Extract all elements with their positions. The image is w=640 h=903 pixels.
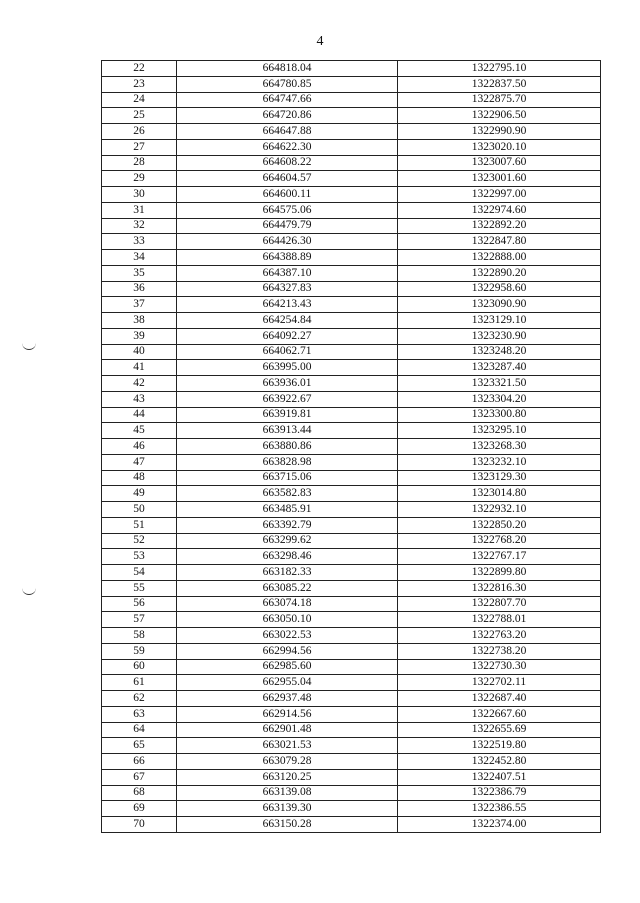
y-coordinate-cell: 1322837.50 bbox=[398, 76, 601, 92]
x-coordinate-cell: 664604.57 bbox=[177, 171, 398, 187]
table-row bbox=[102, 722, 601, 738]
x-coordinate-cell: 663079.28 bbox=[177, 754, 398, 770]
x-coordinate-cell: 664600.11 bbox=[177, 187, 398, 203]
x-coordinate-cell: 663298.46 bbox=[177, 549, 398, 565]
y-coordinate-cell: 1323321.50 bbox=[398, 376, 601, 392]
table-row bbox=[102, 187, 601, 203]
table-row bbox=[102, 297, 601, 313]
x-coordinate-cell: 662914.56 bbox=[177, 706, 398, 722]
y-coordinate-cell: 1322519.80 bbox=[398, 738, 601, 754]
y-coordinate-cell: 1322767.17 bbox=[398, 549, 601, 565]
table-row bbox=[102, 281, 601, 297]
y-coordinate-cell: 1323300.80 bbox=[398, 407, 601, 423]
y-coordinate-cell: 1322888.00 bbox=[398, 250, 601, 266]
x-coordinate-cell: 663392.79 bbox=[177, 517, 398, 533]
y-coordinate-cell: 1323304.20 bbox=[398, 391, 601, 407]
point-number-cell: 36 bbox=[102, 281, 177, 297]
coordinates-table bbox=[101, 60, 601, 833]
x-coordinate-cell: 663485.91 bbox=[177, 502, 398, 518]
point-number-cell: 38 bbox=[102, 313, 177, 329]
y-coordinate-cell: 1323230.90 bbox=[398, 328, 601, 344]
table-row bbox=[102, 533, 601, 549]
y-coordinate-cell: 1322906.50 bbox=[398, 108, 601, 124]
point-number-cell: 43 bbox=[102, 391, 177, 407]
x-coordinate-cell: 664622.30 bbox=[177, 139, 398, 155]
table-row bbox=[102, 328, 601, 344]
x-coordinate-cell: 664818.04 bbox=[177, 61, 398, 77]
point-number-cell: 39 bbox=[102, 328, 177, 344]
point-number-cell: 45 bbox=[102, 423, 177, 439]
point-number-cell: 58 bbox=[102, 628, 177, 644]
coordinates-table-body bbox=[102, 61, 601, 833]
table-row bbox=[102, 612, 601, 628]
y-coordinate-cell: 1322788.01 bbox=[398, 612, 601, 628]
table-row bbox=[102, 92, 601, 108]
point-number-cell: 25 bbox=[102, 108, 177, 124]
table-row bbox=[102, 360, 601, 376]
y-coordinate-cell: 1322667.60 bbox=[398, 706, 601, 722]
point-number-cell: 42 bbox=[102, 376, 177, 392]
x-coordinate-cell: 664327.83 bbox=[177, 281, 398, 297]
x-coordinate-cell: 664062.71 bbox=[177, 344, 398, 360]
y-coordinate-cell: 1322763.20 bbox=[398, 628, 601, 644]
table-row bbox=[102, 628, 601, 644]
table-row bbox=[102, 407, 601, 423]
point-number-cell: 59 bbox=[102, 643, 177, 659]
table-row bbox=[102, 738, 601, 754]
point-number-cell: 46 bbox=[102, 439, 177, 455]
point-number-cell: 22 bbox=[102, 61, 177, 77]
x-coordinate-cell: 664092.27 bbox=[177, 328, 398, 344]
table-row bbox=[102, 502, 601, 518]
point-number-cell: 31 bbox=[102, 202, 177, 218]
point-number-cell: 55 bbox=[102, 580, 177, 596]
table-row bbox=[102, 265, 601, 281]
y-coordinate-cell: 1323014.80 bbox=[398, 486, 601, 502]
point-number-cell: 62 bbox=[102, 691, 177, 707]
y-coordinate-cell: 1323129.10 bbox=[398, 313, 601, 329]
x-coordinate-cell: 662901.48 bbox=[177, 722, 398, 738]
y-coordinate-cell: 1323001.60 bbox=[398, 171, 601, 187]
x-coordinate-cell: 664426.30 bbox=[177, 234, 398, 250]
y-coordinate-cell: 1322958.60 bbox=[398, 281, 601, 297]
table-row bbox=[102, 124, 601, 140]
x-coordinate-cell: 663828.98 bbox=[177, 454, 398, 470]
y-coordinate-cell: 1323232.10 bbox=[398, 454, 601, 470]
point-number-cell: 40 bbox=[102, 344, 177, 360]
point-number-cell: 44 bbox=[102, 407, 177, 423]
table-row bbox=[102, 139, 601, 155]
x-coordinate-cell: 663715.06 bbox=[177, 470, 398, 486]
point-number-cell: 35 bbox=[102, 265, 177, 281]
point-number-cell: 53 bbox=[102, 549, 177, 565]
y-coordinate-cell: 1322655.69 bbox=[398, 722, 601, 738]
y-coordinate-cell: 1322892.20 bbox=[398, 218, 601, 234]
table-row bbox=[102, 706, 601, 722]
point-number-cell: 32 bbox=[102, 218, 177, 234]
x-coordinate-cell: 663139.08 bbox=[177, 785, 398, 801]
table-row bbox=[102, 801, 601, 817]
x-coordinate-cell: 663995.00 bbox=[177, 360, 398, 376]
table-row bbox=[102, 643, 601, 659]
point-number-cell: 50 bbox=[102, 502, 177, 518]
point-number-cell: 33 bbox=[102, 234, 177, 250]
x-coordinate-cell: 662994.56 bbox=[177, 643, 398, 659]
table-row bbox=[102, 785, 601, 801]
y-coordinate-cell: 1323007.60 bbox=[398, 155, 601, 171]
point-number-cell: 61 bbox=[102, 675, 177, 691]
table-row bbox=[102, 470, 601, 486]
x-coordinate-cell: 664575.06 bbox=[177, 202, 398, 218]
table-row bbox=[102, 61, 601, 77]
table-row bbox=[102, 313, 601, 329]
point-number-cell: 23 bbox=[102, 76, 177, 92]
point-number-cell: 29 bbox=[102, 171, 177, 187]
y-coordinate-cell: 1322687.40 bbox=[398, 691, 601, 707]
x-coordinate-cell: 664254.84 bbox=[177, 313, 398, 329]
table-row bbox=[102, 344, 601, 360]
point-number-cell: 52 bbox=[102, 533, 177, 549]
table-row bbox=[102, 549, 601, 565]
point-number-cell: 65 bbox=[102, 738, 177, 754]
y-coordinate-cell: 1322847.80 bbox=[398, 234, 601, 250]
x-coordinate-cell: 663050.10 bbox=[177, 612, 398, 628]
x-coordinate-cell: 663582.83 bbox=[177, 486, 398, 502]
x-coordinate-cell: 663182.33 bbox=[177, 565, 398, 581]
point-number-cell: 68 bbox=[102, 785, 177, 801]
x-coordinate-cell: 664747.66 bbox=[177, 92, 398, 108]
y-coordinate-cell: 1322407.51 bbox=[398, 769, 601, 785]
x-coordinate-cell: 663922.67 bbox=[177, 391, 398, 407]
y-coordinate-cell: 1323248.20 bbox=[398, 344, 601, 360]
point-number-cell: 49 bbox=[102, 486, 177, 502]
point-number-cell: 37 bbox=[102, 297, 177, 313]
x-coordinate-cell: 663139.30 bbox=[177, 801, 398, 817]
y-coordinate-cell: 1323090.90 bbox=[398, 297, 601, 313]
y-coordinate-cell: 1322702.11 bbox=[398, 675, 601, 691]
x-coordinate-cell: 662937.48 bbox=[177, 691, 398, 707]
point-number-cell: 63 bbox=[102, 706, 177, 722]
margin-mark bbox=[22, 343, 36, 350]
table-row bbox=[102, 769, 601, 785]
point-number-cell: 26 bbox=[102, 124, 177, 140]
point-number-cell: 48 bbox=[102, 470, 177, 486]
y-coordinate-cell: 1322875.70 bbox=[398, 92, 601, 108]
x-coordinate-cell: 662955.04 bbox=[177, 675, 398, 691]
y-coordinate-cell: 1322850.20 bbox=[398, 517, 601, 533]
y-coordinate-cell: 1323129.30 bbox=[398, 470, 601, 486]
y-coordinate-cell: 1322997.00 bbox=[398, 187, 601, 203]
x-coordinate-cell: 663936.01 bbox=[177, 376, 398, 392]
x-coordinate-cell: 663074.18 bbox=[177, 596, 398, 612]
x-coordinate-cell: 663022.53 bbox=[177, 628, 398, 644]
table-row bbox=[102, 691, 601, 707]
table-row bbox=[102, 596, 601, 612]
point-number-cell: 51 bbox=[102, 517, 177, 533]
table-row bbox=[102, 517, 601, 533]
point-number-cell: 70 bbox=[102, 817, 177, 833]
y-coordinate-cell: 1323295.10 bbox=[398, 423, 601, 439]
y-coordinate-cell: 1322738.20 bbox=[398, 643, 601, 659]
table-row bbox=[102, 391, 601, 407]
y-coordinate-cell: 1322452.80 bbox=[398, 754, 601, 770]
y-coordinate-cell: 1322386.55 bbox=[398, 801, 601, 817]
y-coordinate-cell: 1322899.80 bbox=[398, 565, 601, 581]
x-coordinate-cell: 664780.85 bbox=[177, 76, 398, 92]
x-coordinate-cell: 663299.62 bbox=[177, 533, 398, 549]
point-number-cell: 54 bbox=[102, 565, 177, 581]
x-coordinate-cell: 663150.28 bbox=[177, 817, 398, 833]
y-coordinate-cell: 1323287.40 bbox=[398, 360, 601, 376]
x-coordinate-cell: 663919.81 bbox=[177, 407, 398, 423]
point-number-cell: 34 bbox=[102, 250, 177, 266]
table-row bbox=[102, 580, 601, 596]
y-coordinate-cell: 1322386.79 bbox=[398, 785, 601, 801]
x-coordinate-cell: 663913.44 bbox=[177, 423, 398, 439]
x-coordinate-cell: 664720.86 bbox=[177, 108, 398, 124]
table-row bbox=[102, 454, 601, 470]
x-coordinate-cell: 663021.53 bbox=[177, 738, 398, 754]
x-coordinate-cell: 663120.25 bbox=[177, 769, 398, 785]
table-row bbox=[102, 675, 601, 691]
point-number-cell: 24 bbox=[102, 92, 177, 108]
x-coordinate-cell: 664608.22 bbox=[177, 155, 398, 171]
table-row bbox=[102, 754, 601, 770]
y-coordinate-cell: 1322374.00 bbox=[398, 817, 601, 833]
y-coordinate-cell: 1323268.30 bbox=[398, 439, 601, 455]
table-row bbox=[102, 108, 601, 124]
table-row bbox=[102, 376, 601, 392]
point-number-cell: 57 bbox=[102, 612, 177, 628]
x-coordinate-cell: 664647.88 bbox=[177, 124, 398, 140]
point-number-cell: 60 bbox=[102, 659, 177, 675]
point-number-cell: 69 bbox=[102, 801, 177, 817]
point-number-cell: 64 bbox=[102, 722, 177, 738]
table-row bbox=[102, 817, 601, 833]
x-coordinate-cell: 662985.60 bbox=[177, 659, 398, 675]
x-coordinate-cell: 664479.79 bbox=[177, 218, 398, 234]
y-coordinate-cell: 1322932.10 bbox=[398, 502, 601, 518]
table-row bbox=[102, 218, 601, 234]
y-coordinate-cell: 1322974.60 bbox=[398, 202, 601, 218]
table-row bbox=[102, 155, 601, 171]
table-row bbox=[102, 439, 601, 455]
table-row bbox=[102, 423, 601, 439]
table-row bbox=[102, 171, 601, 187]
point-number-cell: 27 bbox=[102, 139, 177, 155]
x-coordinate-cell: 663880.86 bbox=[177, 439, 398, 455]
y-coordinate-cell: 1322795.10 bbox=[398, 61, 601, 77]
table-row bbox=[102, 234, 601, 250]
table-row bbox=[102, 565, 601, 581]
x-coordinate-cell: 663085.22 bbox=[177, 580, 398, 596]
y-coordinate-cell: 1322890.20 bbox=[398, 265, 601, 281]
point-number-cell: 67 bbox=[102, 769, 177, 785]
table-row bbox=[102, 659, 601, 675]
y-coordinate-cell: 1322730.30 bbox=[398, 659, 601, 675]
margin-mark bbox=[22, 588, 36, 595]
y-coordinate-cell: 1322990.90 bbox=[398, 124, 601, 140]
x-coordinate-cell: 664388.89 bbox=[177, 250, 398, 266]
x-coordinate-cell: 664387.10 bbox=[177, 265, 398, 281]
point-number-cell: 30 bbox=[102, 187, 177, 203]
point-number-cell: 41 bbox=[102, 360, 177, 376]
y-coordinate-cell: 1322816.30 bbox=[398, 580, 601, 596]
table-row bbox=[102, 202, 601, 218]
x-coordinate-cell: 664213.43 bbox=[177, 297, 398, 313]
y-coordinate-cell: 1322768.20 bbox=[398, 533, 601, 549]
point-number-cell: 56 bbox=[102, 596, 177, 612]
table-row bbox=[102, 76, 601, 92]
point-number-cell: 66 bbox=[102, 754, 177, 770]
page-number: 4 bbox=[316, 34, 324, 49]
point-number-cell: 47 bbox=[102, 454, 177, 470]
point-number-cell: 28 bbox=[102, 155, 177, 171]
y-coordinate-cell: 1323020.10 bbox=[398, 139, 601, 155]
y-coordinate-cell: 1322807.70 bbox=[398, 596, 601, 612]
table-row bbox=[102, 250, 601, 266]
table-row bbox=[102, 486, 601, 502]
